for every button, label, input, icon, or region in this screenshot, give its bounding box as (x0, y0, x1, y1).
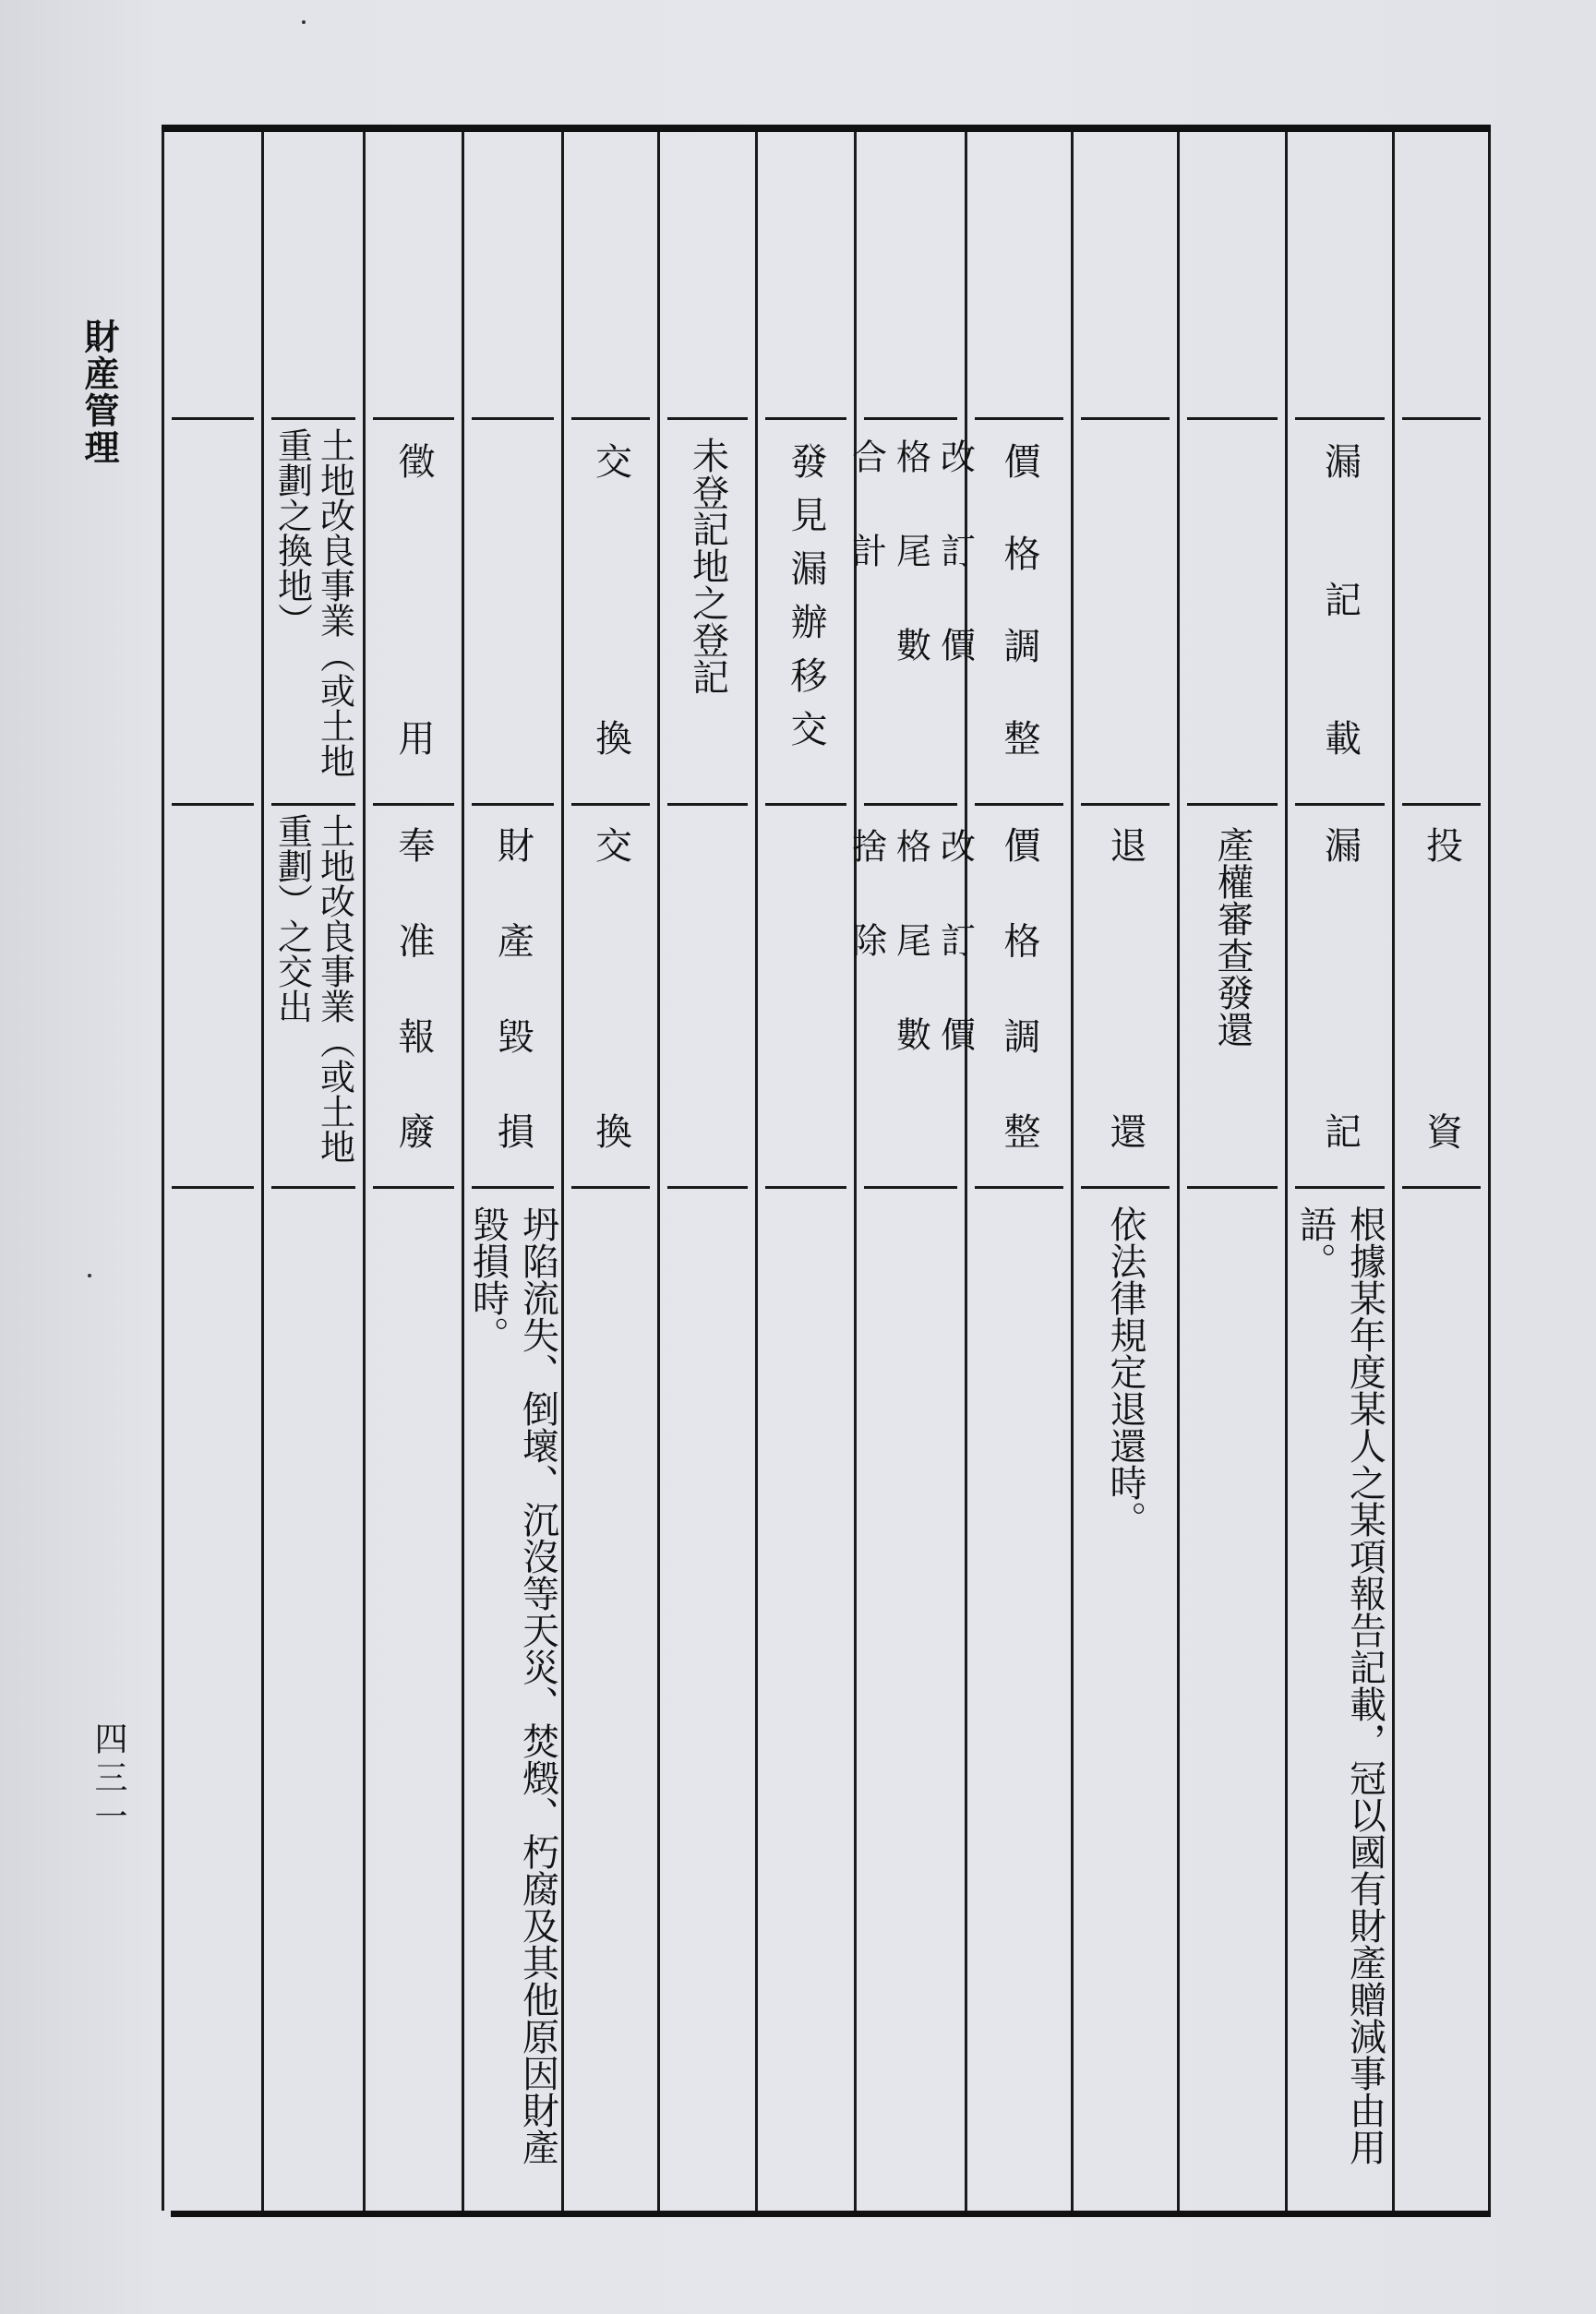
table-cell-category (1187, 417, 1278, 803)
table-cell-item (1187, 803, 1278, 1186)
table-cell-category (571, 417, 650, 803)
table-cell-description (373, 1186, 454, 2211)
table-cell-item (271, 803, 355, 1186)
table-cell-description (466, 1186, 559, 2211)
item-text: 交換 (589, 826, 632, 1149)
table-column-1 (1392, 132, 1491, 2211)
category-text: 價格調整 (998, 442, 1040, 756)
table-cell-top (464, 132, 561, 417)
table-cell-top (564, 132, 657, 417)
table-column-7 (755, 132, 854, 2211)
table-cell-top (857, 132, 965, 417)
table-bottom-rule (171, 2211, 1491, 2217)
table-column-12 (261, 132, 363, 2211)
table-column-8 (657, 132, 755, 2211)
table-column-9 (561, 132, 657, 2211)
speck (302, 20, 306, 24)
table-cell-description (975, 1186, 1063, 2211)
item-text: 投資 (1420, 826, 1463, 1149)
category-text: 未登記地之登記 (686, 437, 729, 695)
table-cell-top (1395, 132, 1488, 417)
table-cell-top (1288, 132, 1392, 417)
table-column-2 (1285, 132, 1392, 2211)
table-cell-description (864, 1186, 957, 2211)
description-text: 根據某年度某人之某項報告記載，冠以國有財產贈減事由用語。 (1293, 1205, 1386, 2165)
table-cell-top (1180, 132, 1285, 417)
property-change-table (162, 132, 1491, 2211)
table-cell-category (1295, 417, 1385, 803)
category-text: 漏記載 (1318, 442, 1362, 756)
item-text: 財產毀損 (491, 826, 534, 1149)
table-cell-description (1295, 1186, 1385, 2211)
table-cell-description (271, 1186, 355, 2211)
table-cell-description (172, 1186, 254, 2211)
table-cell-description (571, 1186, 650, 2211)
table-cell-category (172, 417, 254, 803)
table-cell-item (472, 803, 554, 1186)
table-column-10 (462, 132, 561, 2211)
table-cell-item (667, 803, 748, 1186)
table-cell-item (1081, 803, 1170, 1186)
table-cell-category (373, 417, 454, 803)
table-column-3 (1177, 132, 1285, 2211)
table-column-11 (363, 132, 462, 2211)
speck (88, 1274, 91, 1277)
table-cell-category (667, 417, 748, 803)
table-column-5 (965, 132, 1071, 2211)
table-cell-description (765, 1186, 846, 2211)
item-text: 漏記 (1318, 826, 1362, 1149)
table-cell-item (765, 803, 846, 1186)
table-cell-description (1187, 1186, 1278, 2211)
item-text: 土地改良事業（或土地重劃）之交出 (271, 813, 355, 1164)
table-column-13 (162, 132, 261, 2211)
table-top-rule (162, 125, 1491, 132)
item-text: 退還 (1104, 826, 1146, 1149)
category-text: 發見漏辦移交 (785, 442, 827, 747)
table-cell-top (164, 132, 261, 417)
table-cell-top (758, 132, 854, 417)
table-cell-top (1074, 132, 1177, 417)
description-text: 依法律規定退還時。 (1104, 1205, 1146, 1538)
item-text: 產權審查發還 (1211, 826, 1254, 1048)
table-cell-description (1402, 1186, 1481, 2211)
category-text: 土地改良事業（或土地重劃之換地） (271, 427, 355, 778)
table-cell-top (660, 132, 755, 417)
table-cell-category (472, 417, 554, 803)
table-cell-item (1402, 803, 1481, 1186)
running-head: 財産管理 (78, 318, 119, 466)
item-text: 改訂價格尾數捨除 (846, 828, 976, 1110)
table-cell-item (846, 803, 976, 1186)
table-cell-description (1081, 1186, 1170, 2211)
table-cell-item (975, 803, 1063, 1186)
page-number: 四三一 (90, 1721, 127, 1838)
table-cell-category (271, 417, 355, 803)
table-cell-category (846, 417, 976, 803)
category-text: 改訂價格尾數合計 (846, 438, 976, 721)
table-cell-item (172, 803, 254, 1186)
table-cell-category (1081, 417, 1170, 803)
item-text: 價格調整 (998, 826, 1040, 1149)
table-cell-item (1295, 803, 1385, 1186)
table-column-6 (846, 132, 976, 2211)
table-cell-top (967, 132, 1071, 417)
table-cell-category (1402, 417, 1481, 803)
table-cell-item (571, 803, 650, 1186)
item-text: 奉准報廢 (392, 826, 435, 1149)
table-cell-description (667, 1186, 748, 2211)
description-text: 坍陷流失、倒壞、沉沒等天災、焚燬、朽腐及其他原因財產毀損時。 (466, 1205, 559, 2165)
table-cell-category (975, 417, 1063, 803)
table-cell-item (373, 803, 454, 1186)
table-cell-top (264, 132, 363, 417)
table-column-4 (1071, 132, 1177, 2211)
category-text: 交換 (589, 442, 632, 756)
table-cell-top (366, 132, 462, 417)
category-text: 徵用 (392, 442, 435, 756)
table-cell-category (765, 417, 846, 803)
